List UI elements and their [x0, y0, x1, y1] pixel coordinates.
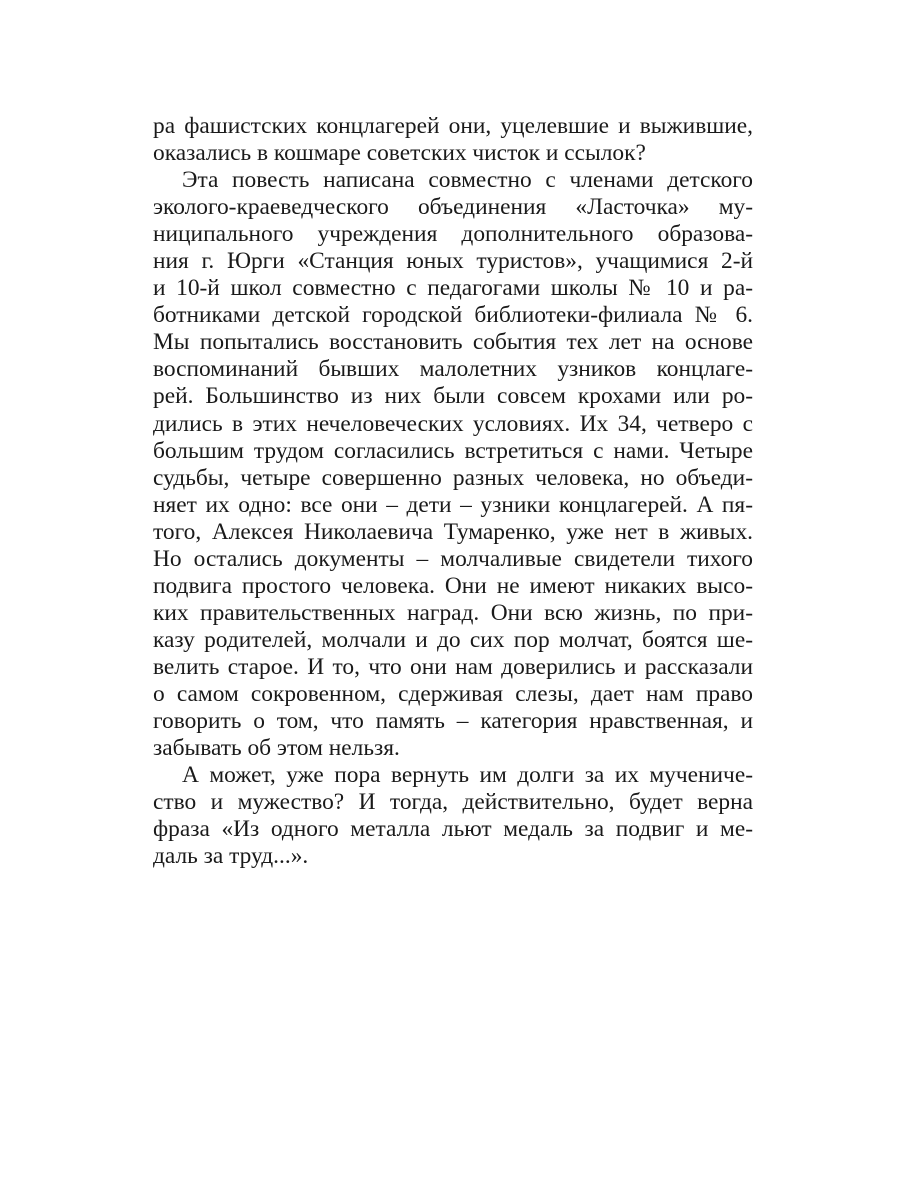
text-line: дились в этих нечеловеческих условиях. Их 34, четверо с [153, 410, 753, 437]
text-line: казу родителей, молчали и до сих пор молчат, боятся ше- [153, 626, 753, 653]
text-line: велить старое. И то, что они нам доверились и рассказали [153, 653, 753, 680]
page-text [153, 113, 753, 870]
text-line: ство и мужество? И тогда, действительно, будет верна [153, 789, 753, 816]
text-line: и 10-й школ совместно с педагогами школы № 10 и ра- [153, 275, 753, 302]
paragraph [153, 113, 753, 167]
text-line: ботниками детской городской библиотеки-филиала № 6. [153, 302, 753, 329]
text-line: даль за труд...». [153, 843, 309, 870]
text-line: ких правительственных наград. Они всю жизнь, по при- [153, 599, 753, 626]
text-line: Но остались документы – молчаливые свидетели тихого [153, 545, 753, 572]
text-line: А может, уже пора вернуть им долги за их мучениче- [182, 762, 753, 789]
text-line: фраза «Из одного металла льют медаль за подвиг и ме- [153, 816, 753, 843]
text-line: эколого-краеведческого объединения «Ласточка» му- [153, 194, 753, 221]
text-line: подвига простого человека. Они не имеют никаких высо- [153, 572, 753, 599]
text-line: Эта повесть написана совместно с членами детского [182, 167, 753, 194]
text-line: ния г. Юрги «Станция юных туристов», учащимися 2-й [153, 248, 753, 275]
text-line: няет их одно: все они – дети – узники концлагерей. А пя- [153, 491, 753, 518]
text-line: забывать об этом нельзя. [153, 735, 400, 762]
text-line: Мы попытались восстановить события тех лет на основе [153, 329, 753, 356]
paragraph [153, 762, 753, 870]
text-line: рей. Большинство из них были совсем крохами или ро- [153, 383, 753, 410]
text-line: оказались в кошмаре советских чисток и ссылок? [153, 140, 646, 167]
text-line: говорить о том, что память – категория нравственная, и [153, 708, 753, 735]
text-line: большим трудом согласились встретиться с нами. Четыре [153, 437, 753, 464]
text-line: воспоминаний бывших малолетних узников концлаге- [153, 356, 753, 383]
text-line: ниципального учреждения дополнительного образова- [153, 221, 753, 248]
text-line: о самом сокровенном, сдерживая слезы, дает нам право [153, 680, 753, 707]
text-line: ра фашистских концлагерей они, уцелевшие и выжившие, [153, 113, 753, 139]
text-line: судьбы, четыре совершенно разных человека, но объеди- [153, 464, 753, 491]
paragraph [153, 167, 753, 762]
text-line: того, Алексея Николаевича Тумаренко, уже нет в живых. [153, 518, 753, 545]
